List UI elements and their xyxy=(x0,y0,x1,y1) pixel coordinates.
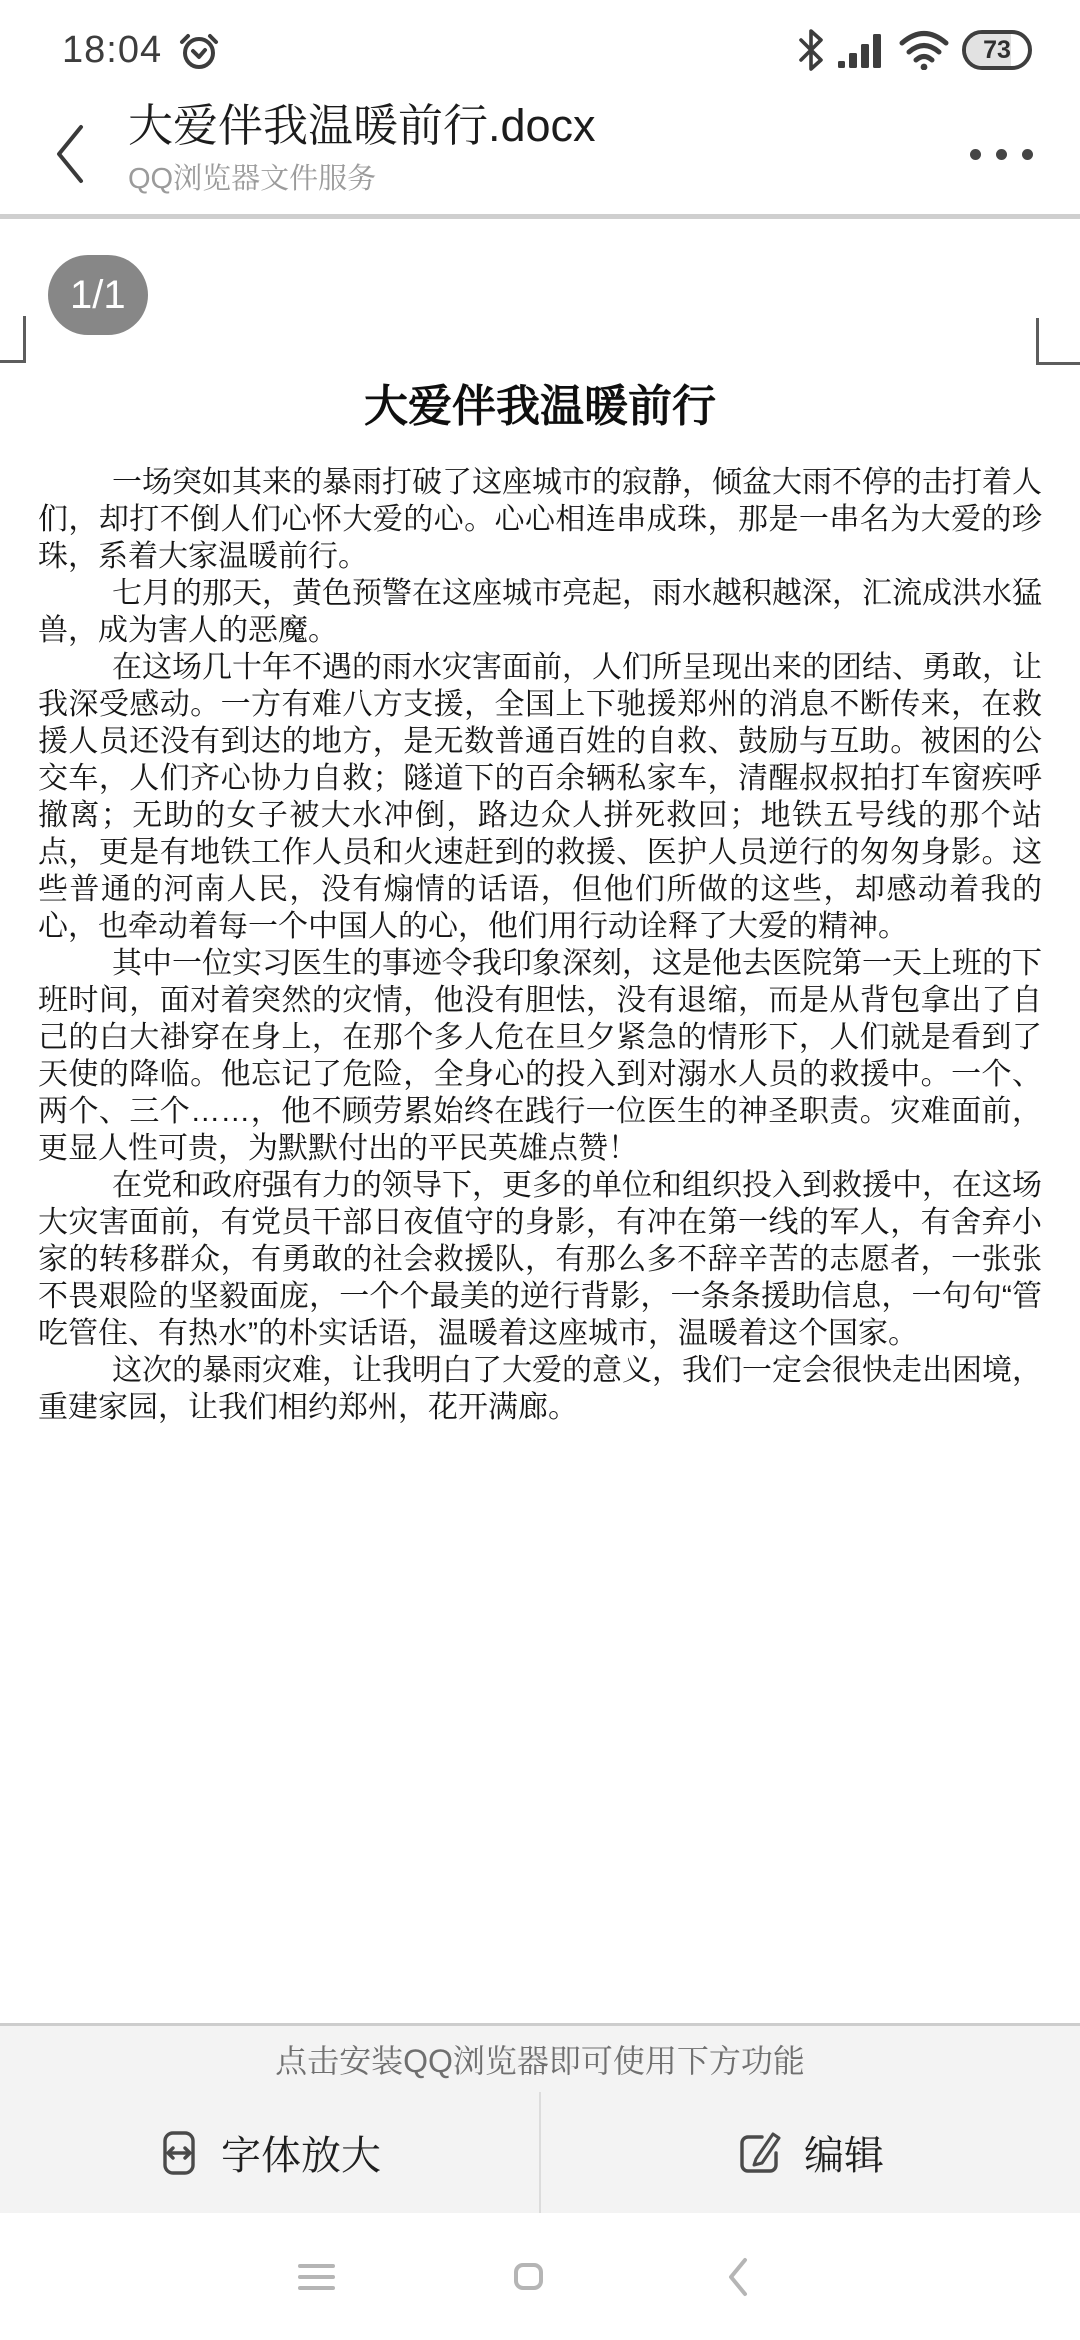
edit-icon xyxy=(736,2129,782,2177)
font-zoom-icon xyxy=(159,2129,199,2177)
battery-indicator xyxy=(962,30,1032,70)
alarm-icon xyxy=(178,28,220,72)
back-icon xyxy=(726,2256,750,2298)
font-zoom-button[interactable] xyxy=(0,2092,540,2213)
document-paragraph: 一场突如其来的暴雨打破了这座城市的寂静，倾盆大雨不停的击打着人们，却打不倒人们心怀大爱的心。心心相连串成珠，那是一串名为大爱的珍珠，系着大家温暖前行。 xyxy=(38,466,1042,573)
recents-button[interactable] xyxy=(256,2213,376,2340)
footer-vertical-divider xyxy=(539,2092,541,2213)
footer-buttons-row xyxy=(0,2092,1080,2213)
document-paragraph: 在党和政府强有力的领导下，更多的单位和组织投入到救援中，在这场大灾害面前，有党员干部日夜值守的身影，有冲在第一线的军人，有舍弃小家的转移群众，有勇敢的社会救援队，有那么多不辞辛苦的志愿者，一张张不畏艰险的坚毅面庞，一个个最美的逆行背影，一条条援助信息，一句句“管吃管住、有热水”的朴实话语，温暖着这座城市，温暖着这个国家。 xyxy=(38,1169,1042,1350)
recents-icon xyxy=(298,2264,335,2290)
document-paragraph: 这次的暴雨灾难，让我明白了大爱的意义，我们一定会很快走出困境，重建家园，让我们相约郑州，花开满廊。 xyxy=(38,1354,1042,1424)
header xyxy=(0,90,1080,218)
page-corner-mark-left xyxy=(0,316,26,363)
home-button[interactable] xyxy=(468,2213,588,2340)
header-divider xyxy=(0,214,1080,219)
more-dots-icon xyxy=(996,149,1007,160)
signal-icon xyxy=(836,29,886,71)
font-zoom-label: 字体放大 xyxy=(221,2134,381,2178)
bluetooth-icon xyxy=(798,28,824,72)
page-indicator-badge: 1/1 xyxy=(48,255,148,335)
status-bar xyxy=(0,0,1080,90)
more-dots-icon xyxy=(1022,149,1033,160)
more-dots-icon xyxy=(970,149,981,160)
edit-button[interactable] xyxy=(540,2092,1080,2213)
file-source: QQ浏览器文件服务 xyxy=(128,163,377,195)
document-body xyxy=(38,464,1042,1426)
more-options-button[interactable] xyxy=(946,110,1056,198)
battery-percent: 73 xyxy=(983,35,1011,64)
system-nav-bar xyxy=(0,2213,1080,2340)
document-title: 大爱伴我温暖前行 xyxy=(364,382,716,431)
file-title: 大爱伴我温暖前行.docx xyxy=(128,100,596,151)
page-corner-mark-right xyxy=(1036,318,1080,365)
document-paragraph: 其中一位实习医生的事迹令我印象深刻，这是他去医院第一天上班的下班时间，面对着突然的灾情，他没有胆怯，没有退缩，而是从背包拿出了自己的白大褂穿在身上，在那个多人危在旦夕紧急的情形下，人们就是看到了天使的降临。他忘记了危险，全身心的投入到对溺水人员的救援中。一个、两个、三个……，他不顾劳累始终在践行一位医生的神圣职责。灾难面前，更显人性可贵，为默默付出的平民英雄点赞！ xyxy=(38,947,1042,1165)
footer-action-block xyxy=(0,2023,1080,2213)
document-paragraph: 在这场几十年不遇的雨水灾害面前，人们所呈现出来的团结、勇敢，让我深受感动。一方有难八方支援，全国上下驰援郑州的消息不断传来，在救援人员还没有到达的地方，是无数普通百姓的自救、鼓励与互助。被困的公交车，人们齐心协力自救；隧道下的百余辆私家车，清醒叔叔拍打车窗疾呼撤离；无助的女子被大水冲倒，路边众人拼死救回；地铁五号线的那个站点，更是有地铁工作人员和火速赶到的救援、医护人员逆行的匆匆身影。这些普通的河南人民，没有煽情的话语，但他们所做的这些，却感动着我的心，也牵动着每一个中国人的心，他们用行动诠释了大爱的精神。 xyxy=(38,651,1042,943)
wifi-icon xyxy=(898,30,950,70)
home-icon xyxy=(514,2263,543,2290)
status-time: 18:04 xyxy=(62,28,163,71)
install-qqbrowser-banner[interactable]: 点击安装QQ浏览器即可使用下方功能 xyxy=(275,2043,805,2079)
chevron-left-icon xyxy=(51,121,91,187)
document-paragraph: 七月的那天，黄色预警在这座城市亮起，雨水越积越深，汇流成洪水猛兽，成为害人的恶魔。 xyxy=(38,577,1042,647)
nav-back-button[interactable] xyxy=(678,2213,798,2340)
edit-label: 编辑 xyxy=(804,2134,884,2178)
back-button[interactable] xyxy=(36,108,106,200)
